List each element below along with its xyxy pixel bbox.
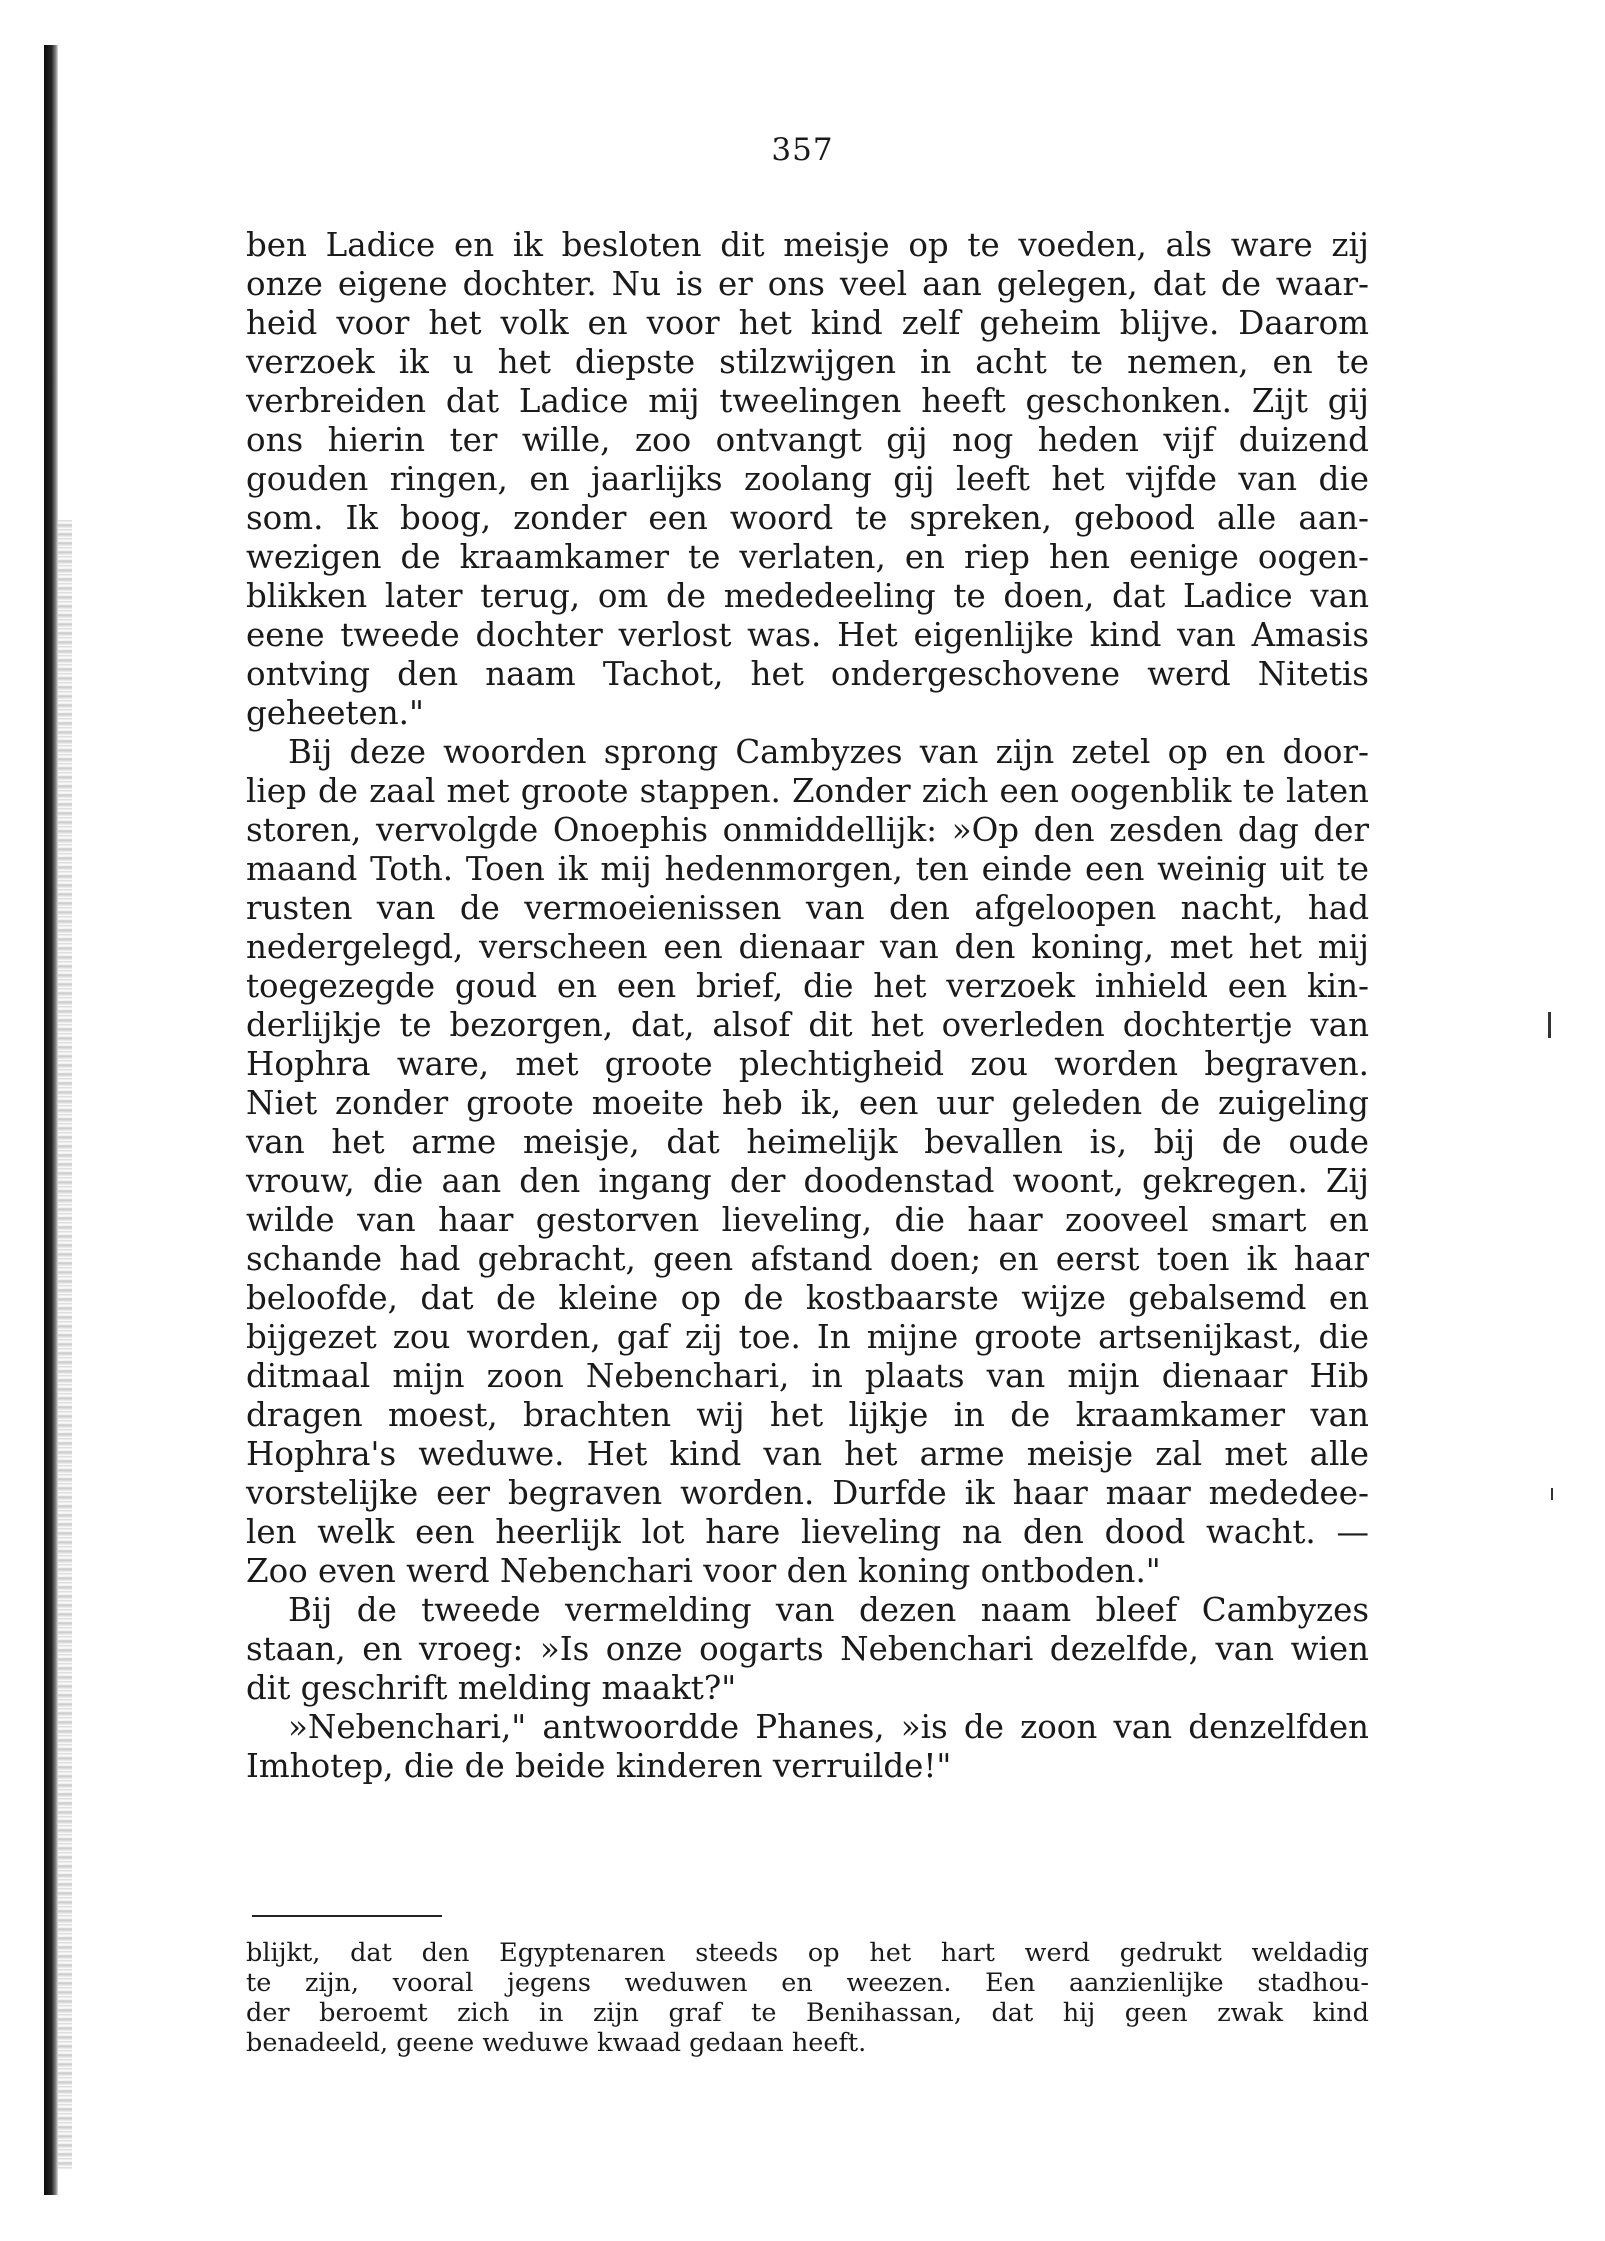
text-line: Imhotep, die de beide kinderen verruilde!" xyxy=(246,1747,952,1785)
scan-binding-edge xyxy=(44,45,58,2195)
text-line: Bij de tweede vermelding van dezen naam bleef Cambyzes xyxy=(288,1591,1369,1629)
text-line: toegezegde goud en een brief, die het verzoek inhield een kin- xyxy=(246,967,1369,1005)
text-line: heid voor het volk en voor het kind zelf geheim blijve. Daarom xyxy=(246,304,1369,342)
text-line: gouden ringen, en jaarlijks zoolang gij leeft het vijfde van die xyxy=(246,460,1369,498)
text-line: wezigen de kraamkamer te verlaten, en riep hen eenige oogen- xyxy=(246,538,1369,576)
text-line: wilde van haar gestorven lieveling, die haar zooveel smart en xyxy=(246,1201,1369,1239)
text-line: nedergelegd, verscheen een dienaar van den koning, met het mij xyxy=(246,928,1369,966)
text-line: verzoek ik u het diepste stilzwijgen in acht te nemen, en te xyxy=(246,343,1369,381)
text-line: schande had gebracht, geen afstand doen; en eerst toen ik haar xyxy=(246,1240,1369,1278)
text-line: Niet zonder groote moeite heb ik, een uur geleden de zuigeling xyxy=(246,1084,1369,1122)
footnote-line: der beroemt zich in zijn graf te Benihassan, dat hij geen zwak kind xyxy=(246,1998,1369,2028)
text-line: Hophra ware, met groote plechtigheid zou worden begraven. xyxy=(246,1045,1369,1083)
text-line: Hophra's weduwe. Het kind van het arme meisje zal met alle xyxy=(246,1435,1369,1473)
text-line: ben Ladice en ik besloten dit meisje op te voeden, als ware zij xyxy=(246,226,1369,264)
text-line: bijgezet zou worden, gaf zij toe. In mijne groote artsenijkast, die xyxy=(246,1318,1369,1356)
text-line: verbreiden dat Ladice mij tweelingen heeft geschonken. Zijt gij xyxy=(246,382,1369,420)
text-line: vrouw, die aan den ingang der doodenstad woont, gekregen. Zij xyxy=(246,1162,1369,1200)
text-line: vorstelijke eer begraven worden. Durfde ik haar maar mededee- xyxy=(246,1474,1369,1512)
text-line: rusten van de vermoeienissen van den afgeloopen nacht, had xyxy=(246,889,1369,927)
text-line: eene tweede dochter verlost was. Het eigenlijke kind van Amasis xyxy=(246,616,1369,654)
text-line: maand Toth. Toen ik mij hedenmorgen, ten einde een weinig uit te xyxy=(246,850,1369,888)
text-line: van het arme meisje, dat heimelijk bevallen is, bij de oude xyxy=(246,1123,1369,1161)
text-line: derlijkje te bezorgen, dat, alsof dit het overleden dochtertje van xyxy=(246,1006,1369,1044)
text-line: onze eigene dochter. Nu is er ons veel aan gelegen, dat de waar- xyxy=(246,265,1369,303)
text-line: beloofde, dat de kleine op de kostbaarste wijze gebalsemd en xyxy=(246,1279,1369,1317)
text-line: len welk een heerlijk lot hare lieveling na den dood wacht. — xyxy=(246,1513,1369,1551)
text-line: geheeten." xyxy=(246,694,424,732)
text-line: ontving den naam Tachot, het ondergeschovene werd Nitetis xyxy=(246,655,1369,693)
margin-mark xyxy=(1548,1012,1551,1038)
footnote-line: te zijn, vooral jegens weduwen en weezen. Een aanzienlijke stadhou- xyxy=(246,1968,1369,1998)
text-line: blikken later terug, om de mededeeling te doen, dat Ladice van xyxy=(246,577,1369,615)
text-line: som. Ik boog, zonder een woord te spreken, gebood alle aan- xyxy=(246,499,1369,537)
text-line: staan, en vroeg: »Is onze oogarts Nebenchari dezelfde, van wien xyxy=(246,1630,1369,1668)
text-line: liep de zaal met groote stappen. Zonder zich een oogenblik te laten xyxy=(246,772,1369,810)
footnote-rule xyxy=(252,1915,442,1917)
body-text xyxy=(246,226,1369,1786)
footnote-line: benadeeld, geene weduwe kwaad gedaan heeft. xyxy=(246,2028,867,2058)
margin-mark xyxy=(1551,1488,1553,1500)
text-line: »Nebenchari," antwoordde Phanes, »is de zoon van denzelfden xyxy=(288,1708,1369,1746)
text-line: Bij deze woorden sprong Cambyzes van zijn zetel op en door- xyxy=(288,733,1369,771)
text-line: dit geschrift melding maakt?" xyxy=(246,1669,737,1707)
footnote-line: blijkt, dat den Egyptenaren steeds op het hart werd gedrukt weldadig xyxy=(246,1938,1369,1968)
footnote xyxy=(246,1938,1369,2058)
text-line: storen, vervolgde Onoephis onmiddellijk: »Op den zesden dag der xyxy=(246,811,1369,849)
text-line: ditmaal mijn zoon Nebenchari, in plaats van mijn dienaar Hib xyxy=(246,1357,1369,1395)
text-line: ons hierin ter wille, zoo ontvangt gij nog heden vijf duizend xyxy=(246,421,1369,459)
scan-binding-shadow xyxy=(58,520,72,2170)
page-number: 357 xyxy=(771,132,834,168)
text-line: dragen moest, brachten wij het lijkje in de kraamkamer van xyxy=(246,1396,1369,1434)
text-line: Zoo even werd Nebenchari voor den koning ontboden." xyxy=(246,1552,1161,1590)
